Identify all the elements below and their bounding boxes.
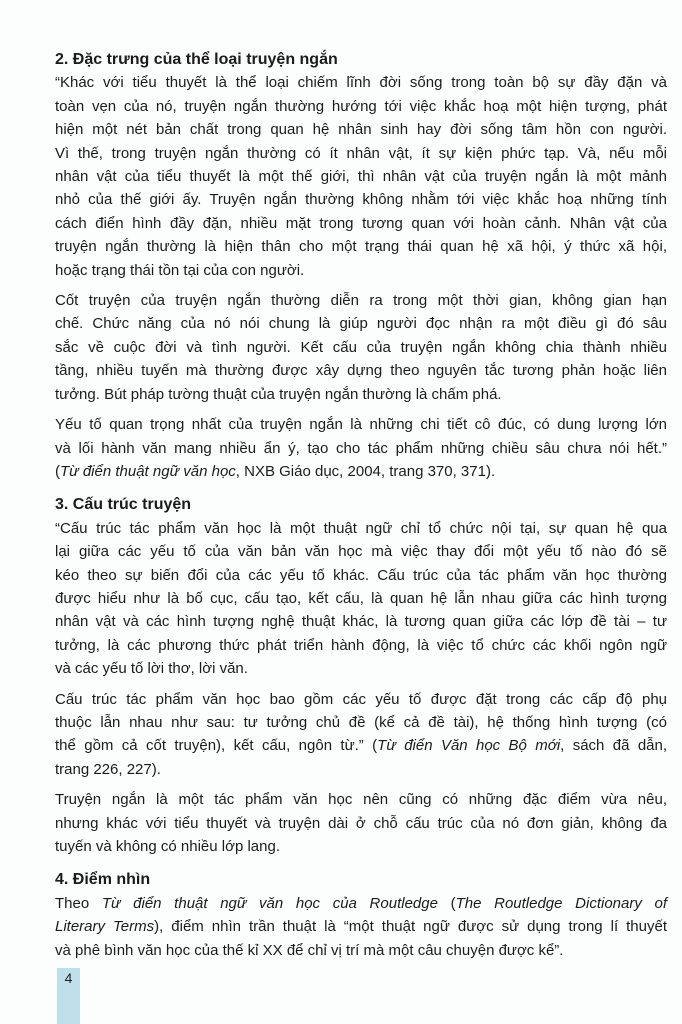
text-run: Yếu tố quan trọng nhất của truyện ngắn là những chi tiết cô đúc, có dung lượng lớn <box>55 416 667 434</box>
section-heading: 3. Cấu trúc truyện <box>55 496 192 514</box>
text-line <box>55 212 667 235</box>
paragraph <box>55 788 667 858</box>
text-line <box>55 758 667 781</box>
italic-citation-text: Từ điển thuật ngữ văn học của Routledge <box>101 894 438 912</box>
paragraph <box>55 413 667 483</box>
section <box>55 868 667 962</box>
text-run: tuyến và không có nhiều lớp lang. <box>55 838 280 855</box>
page-number: 4 <box>64 970 73 986</box>
italic-citation-text: Từ điển Văn học Bộ mới <box>377 737 561 755</box>
text-run: nhân vật của tiểu thuyết là một thế giới, thì nhân vật của truyện ngắn là một mảnh <box>55 168 667 186</box>
text-line <box>55 413 667 436</box>
text-run: Truyện ngắn là một tác phẩm văn học nên cũng có những đặc điểm vừa nêu, <box>55 791 667 809</box>
text-line <box>55 610 667 633</box>
text-line <box>55 540 667 563</box>
text-run: kéo theo sự biến đổi của các yếu tố khác. Cấu trúc của tác phẩm văn học thường <box>55 566 667 584</box>
section-heading: 2. Đặc trưng của thể loại truyện ngắn <box>55 51 338 68</box>
text-run: được hiểu như là bố cục, cấu tạo, kết cấu, là quan hệ lẫn nhau giữa các hình tượng <box>55 589 667 607</box>
text-run: tầng, nhiều tuyến mà thường được xây dựng theo nguyên tắc tương phản hoặc liên <box>55 362 667 380</box>
text-line <box>55 688 667 711</box>
text-line <box>55 460 667 483</box>
text-line <box>55 437 667 460</box>
italic-citation-text: Từ điển thuật ngữ văn học <box>60 462 236 480</box>
text-run: truyện ngắn thường là hiện thân cho một trạng thái quan hệ xã hội, ý thức xã hội, <box>55 238 667 256</box>
text-run: và các yếu tố lời thơ, lời văn. <box>55 660 248 678</box>
text-run: tưởng, là các phương thức phát triển hành động, là việc tổ chức các khối ngôn ngữ <box>55 636 667 654</box>
text-run: hoặc trạng thái tồn tại của con người. <box>55 261 305 279</box>
paragraph <box>55 688 667 782</box>
text-run: chế. Chức năng của nó nói chung là giúp người đọc nhận ra một điều gì đó sâu <box>55 315 667 333</box>
text-run: ( <box>437 894 456 912</box>
text-line <box>55 892 667 915</box>
text-run: , sách đã dẫn, <box>560 737 668 755</box>
section <box>55 48 667 483</box>
paragraph <box>55 517 667 681</box>
paragraph <box>55 892 667 962</box>
text-run: Theo <box>55 894 102 912</box>
text-run: ), điểm nhìn trần thuật là “một thuật ngữ được sử dụng trong lí thuyết <box>154 918 667 936</box>
text-run: , NXB Giáo dục, 2004, trang 370, 371). <box>235 462 496 480</box>
text-line <box>55 142 667 165</box>
text-run: Cấu trúc tác phẩm văn học bao gồm các yếu tố được đặt trong các cấp độ phụ <box>55 690 667 708</box>
text-line <box>55 587 667 610</box>
text-run: lại giữa các yếu tố của văn bản văn học mà việc thay đổi một yếu tố nào đó sẽ <box>55 543 667 561</box>
text-line <box>55 95 667 118</box>
italic-citation-text: Literary Terms <box>55 918 155 936</box>
paragraph <box>55 71 667 282</box>
text-run: và lối hành văn mang nhiều ẩn ý, tạo cho tác phẩm những chiều sâu chưa nói hết.” <box>55 439 667 457</box>
text-line <box>55 564 667 587</box>
paragraph <box>55 289 667 406</box>
text-line <box>55 259 667 282</box>
text-run: nhỏ của thế giới ấy. Truyện ngắn thường không nhằm tới việc khắc hoạ những tính <box>55 191 667 209</box>
text-line <box>55 235 667 258</box>
text-line <box>55 336 667 359</box>
text-run: thể gồm cả cốt truyện), kết cấu, ngôn từ.” ( <box>55 737 378 755</box>
text-run: và phê bình văn học của thế kỉ XX để chỉ vị trí mà một câu chuyện được kể”. <box>55 941 564 959</box>
text-run: hiện một nét bản chất trong quan hệ nhân sinh hay đời sống tâm hồn con người. <box>55 121 667 139</box>
text-run: toàn vẹn của nó, truyện ngắn thường hướng tới việc khắc hoạ một hiện tượng, phát <box>55 97 667 115</box>
text-line <box>55 711 667 734</box>
section-heading: 4. Điểm nhìn <box>55 871 151 889</box>
text-line <box>55 634 667 657</box>
section <box>55 493 667 858</box>
text-line <box>55 289 667 312</box>
text-line <box>55 118 667 141</box>
text-line <box>55 835 667 858</box>
document-body <box>55 48 667 962</box>
text-line <box>55 359 667 382</box>
text-run: nhưng khác với tiểu thuyết và truyện dài ở chỗ cấu trúc của nó đơn giản, không đa <box>55 814 667 832</box>
text-line <box>55 517 667 540</box>
italic-citation-text: The Routledge Dictionary of <box>455 894 667 912</box>
text-run: Vì thế, trong truyện ngắn thường có ít nhân vật, ít sự kiện phức tạp. Và, nếu mỗi <box>55 144 667 162</box>
text-line <box>55 915 667 938</box>
text-run: tưởng. Bút pháp tường thuật của truyện ngắn thường là chấm phá. <box>55 385 502 403</box>
text-line <box>55 657 667 680</box>
text-run: trang 226, 227). <box>55 760 161 778</box>
text-line <box>55 734 667 757</box>
text-run: “Khác với tiểu thuyết là thể loại chiếm lĩnh đời sống trong toàn bộ sự đầy đặn và <box>55 74 667 92</box>
text-run: ( <box>55 462 60 480</box>
text-line <box>55 312 667 335</box>
text-line <box>55 812 667 835</box>
text-run: thuộc lẫn nhau như sau: tư tưởng chủ đề (kể cả đề tài), hệ thống hình tượng (có <box>55 713 667 731</box>
text-line <box>55 383 667 406</box>
text-run: cách điển hình đầy đặn, nhiều mặt trong tương quan với hoàn cảnh. Nhân vật của <box>55 214 667 232</box>
text-line <box>55 71 667 94</box>
text-run: “Cấu trúc tác phẩm văn học là một thuật ngữ chỉ tổ chức nội tại, sự quan hệ qua <box>55 519 667 537</box>
text-line <box>55 188 667 211</box>
text-run: nhân vật và các hình tượng nghệ thuật khác, là tương quan giữa các lớp đề tài – tư <box>55 613 667 631</box>
text-run: sắc về cuộc đời và tình người. Kết cấu của truyện ngắn không chia thành nhiều <box>55 338 667 356</box>
text-line <box>55 939 667 962</box>
text-run: Cốt truyện của truyện ngắn thường diễn ra trong một thời gian, không gian hạn <box>55 292 667 310</box>
text-line <box>55 165 667 188</box>
text-line <box>55 788 667 811</box>
